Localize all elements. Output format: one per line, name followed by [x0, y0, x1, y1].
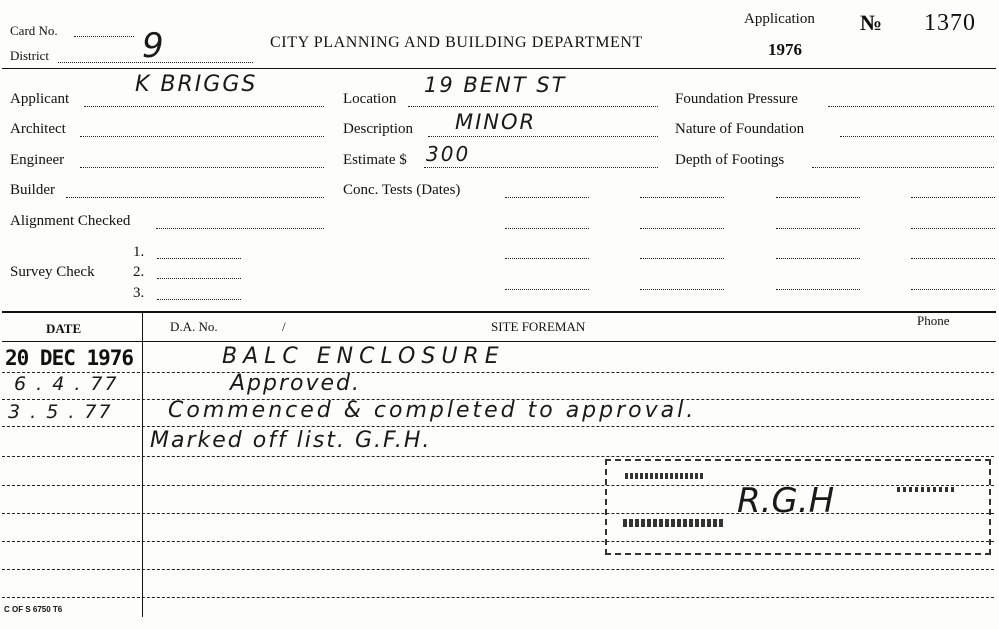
- stamp-signature: R.G.H: [737, 481, 835, 521]
- alignment-label: Alignment Checked: [10, 213, 131, 229]
- conc-test-line-3c: [776, 258, 860, 259]
- applicant-value: K BRIGGS: [135, 72, 258, 97]
- engineer-line: [80, 167, 324, 168]
- log-top-rule: [2, 311, 996, 313]
- survey-line-3: [157, 299, 241, 300]
- survey-check-label: Survey Check: [10, 264, 95, 280]
- conc-test-line-1a: [505, 197, 589, 198]
- log-rule: [2, 426, 994, 427]
- log-date-header: DATE: [46, 321, 82, 336]
- number-sign: №: [860, 10, 883, 35]
- entry-date: 20 DEC 1976: [5, 346, 134, 370]
- survey-line-2: [157, 278, 241, 279]
- conc-test-line-2c: [776, 228, 860, 229]
- conc-test-line-1b: [640, 197, 724, 198]
- depth-footings-line: [812, 167, 994, 168]
- conc-test-line-4d: [911, 289, 995, 290]
- conc-test-line-2b: [640, 228, 724, 229]
- stamp-text-smudge: [625, 473, 705, 479]
- department-title: CITY PLANNING AND BUILDING DEPARTMENT: [270, 34, 643, 51]
- card-no-line: [74, 36, 134, 37]
- foundation-pressure-line: [828, 106, 994, 107]
- entry-date: 3 . 5 . 77: [8, 401, 113, 423]
- engineer-label: Engineer: [10, 152, 65, 168]
- entry-text: Approved.: [230, 371, 361, 396]
- applicant-label: Applicant: [10, 91, 70, 107]
- application-label: Application: [744, 11, 815, 27]
- survey-line-1: [157, 258, 241, 259]
- entry-text: Marked off list. G.F.H.: [150, 428, 432, 453]
- stamp-text-smudge: [623, 519, 723, 527]
- location-value: 19 BENT ST: [424, 73, 567, 97]
- application-year: 1976: [768, 40, 802, 59]
- date-column-divider: [142, 311, 143, 617]
- nature-foundation-line: [840, 136, 994, 137]
- entry-date: 6 . 4 . 77: [14, 373, 119, 395]
- log-rule: [2, 372, 994, 373]
- district-label: District: [10, 48, 49, 63]
- builder-line: [66, 197, 324, 198]
- description-label: Description: [343, 121, 413, 137]
- conc-test-line-4b: [640, 289, 724, 290]
- district-value: 9: [142, 26, 166, 66]
- log-rule: [2, 569, 994, 570]
- conc-test-line-2a: [505, 228, 589, 229]
- survey-number-2: 2.: [133, 264, 145, 280]
- log-header-rule: [2, 341, 996, 342]
- approval-stamp: [605, 459, 991, 555]
- architect-line: [80, 136, 324, 137]
- entry-text: Commenced & completed to approval.: [168, 398, 697, 423]
- conc-test-line-3b: [640, 258, 724, 259]
- estimate-value: 300: [426, 142, 471, 166]
- architect-label: Architect: [10, 121, 66, 137]
- alignment-line: [156, 228, 324, 229]
- nature-foundation-label: Nature of Foundation: [675, 121, 805, 137]
- estimate-label: Estimate $: [343, 152, 407, 168]
- location-line: [408, 106, 658, 107]
- conc-test-line-1d: [911, 197, 995, 198]
- log-site-foreman-header: SITE FOREMAN: [491, 319, 586, 334]
- conc-test-line-4c: [776, 289, 860, 290]
- conc-test-line-1c: [776, 197, 860, 198]
- survey-number-3: 3.: [133, 285, 145, 301]
- estimate-line: [424, 167, 658, 168]
- card-no-label: Card No.: [10, 23, 58, 38]
- applicant-line: [84, 106, 324, 107]
- builder-label: Builder: [10, 182, 55, 198]
- conc-tests-label: Conc. Tests (Dates): [343, 182, 461, 198]
- form-code: C OF S 6750 T6: [4, 605, 63, 614]
- description-line: [428, 136, 658, 137]
- conc-test-line-3a: [505, 258, 589, 259]
- foundation-pressure-label: Foundation Pressure: [675, 91, 798, 107]
- log-phone-header: Phone: [917, 313, 950, 328]
- log-rule: [2, 456, 994, 457]
- entry-text: BALC ENCLOSURE: [222, 344, 505, 369]
- log-rule: [2, 597, 994, 598]
- stamp-text-smudge: [897, 487, 957, 492]
- description-value: MINOR: [455, 110, 537, 134]
- survey-number-1: 1.: [133, 244, 145, 260]
- depth-footings-label: Depth of Footings: [675, 152, 785, 168]
- conc-test-line-4a: [505, 289, 589, 290]
- conc-test-line-3d: [911, 258, 995, 259]
- log-da-no-header: D.A. No.: [170, 319, 218, 334]
- log-slash: /: [282, 319, 286, 334]
- location-label: Location: [343, 91, 397, 107]
- application-number: 1370: [924, 10, 976, 36]
- conc-test-line-2d: [911, 228, 995, 229]
- header-divider: [2, 68, 996, 69]
